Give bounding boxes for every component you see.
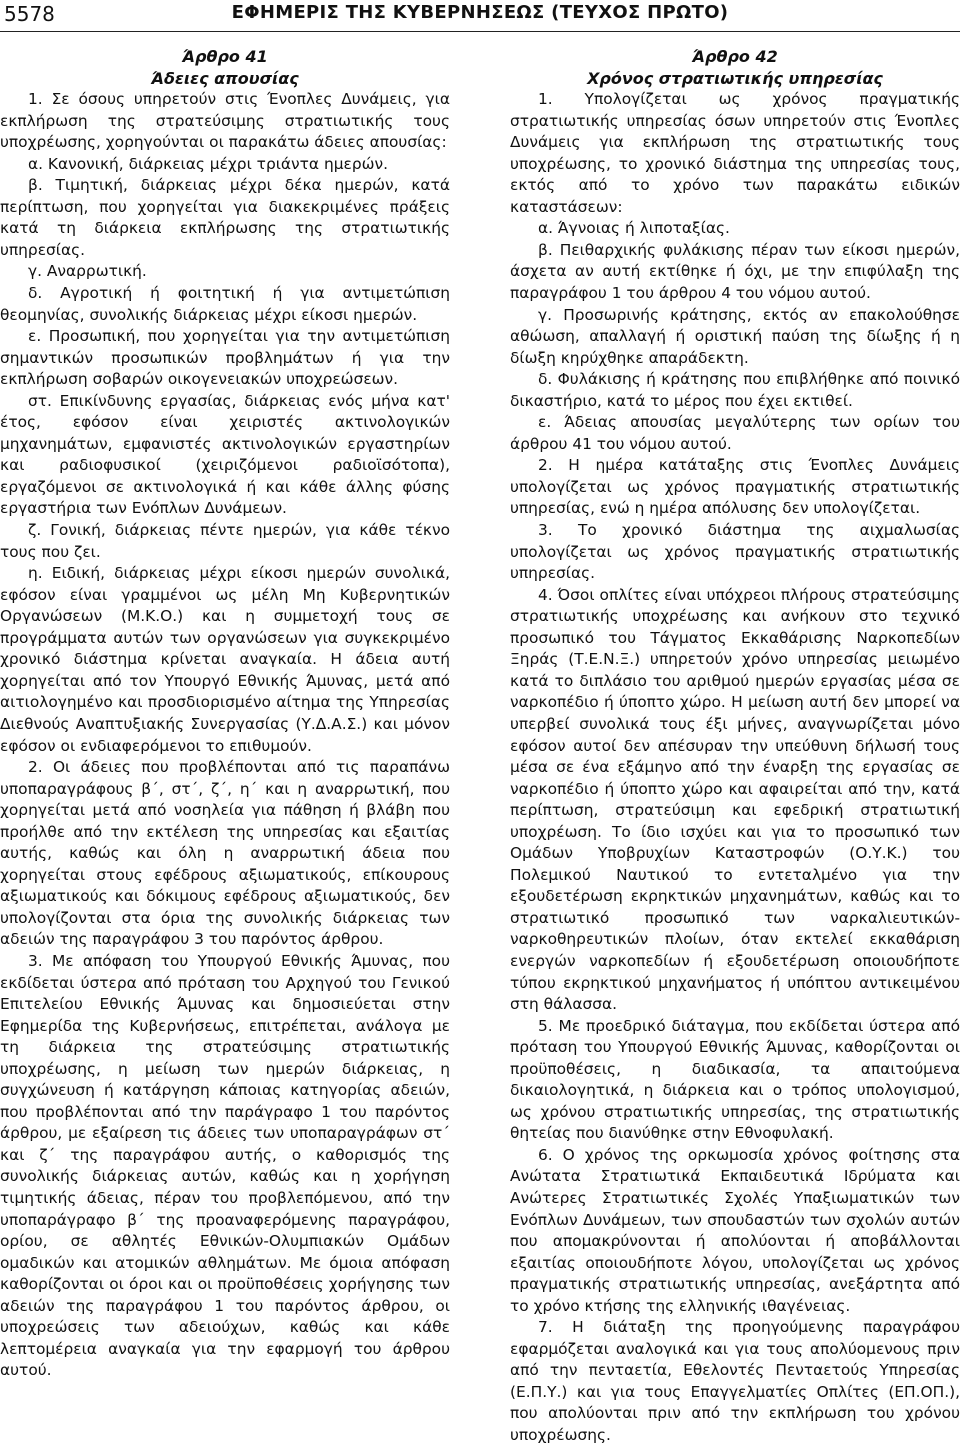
article-41-paragraph: γ. Αναρρωτική. (28, 262, 147, 281)
article-42-paragraph: β. Πειθαρχικής φυλάκισης πέραν των είκοσι ημερών, άσχετα αν αυτή εκτίθηκε ή όχι, με την επιφύλαξη της παραγράφου 1 του άρθρου 4 του νόμου αυτού. (510, 240, 960, 303)
left-column (0, 46, 450, 1382)
article-41-paragraph: 1. Σε όσους υπηρετούν στις Ένοπλες Δυνάμεις, για εκπλήρωση της στρατεύσιμης στρατιωτικής τους υποχρέωσης, χορηγούνται οι παρακάτω άδειες απουσίας: (0, 90, 450, 152)
page-header (0, 0, 960, 30)
article-42-paragraph: α. Άγνοιας ή λιποταξίας. (538, 219, 730, 238)
article-41-paragraph: η. Ειδική, διάρκειας μέχρι είκοσι ημερών συνολικά, εφόσον είναι γραμμένοι ως μέλη Μη Κυβερνητικών Οργανώσεων (Μ.Κ.Ο.) και η συμμετοχή τους σε προγράμματα αυτών των οργανώσεων για συγκεκριμένο χρονικό διάστημα κρίνεται αναγκαία. Η άδεια αυτή χορηγείται από τον Υπουργό Εθνικής Άμυνας, μετά από αιτιολογημένο και προσδιορισμένο αίτημα της Υπηρεσίας Διεθνούς Αναπτυξιακής Συνεργασίας (Υ.Δ.Α.Σ.) και μόνον εφόσον οι ενδιαφερόμενοι το επιθυμούν. (0, 564, 450, 755)
article-41-title: Άδειες απουσίας (151, 68, 299, 88)
article-42-paragraph: 1. Υπολογίζεται ως χρόνος πραγματικής στρατιωτικής υπηρεσίας όσων υπηρετούν στις Ένοπλες Δυνάμεις για εκπλήρωση της στρατιωτικής τους υποχρέωσης, το χρονικό διάστημα της υπηρεσίας τους, εκτός από το χρόνο των παρακάτω ειδικών καταστάσεων: (510, 90, 960, 216)
right-column (510, 46, 960, 1447)
article-42-paragraph: 6. Ο χρόνος της ορκωμοσία χρόνος φοίτησης στα Ανώτατα Στρατιωτικά Εκπαιδευτικά Ιδρύματα και Ανώτερες Στρατιωτικές Σχολές Υπαξιωματικών των Ενόπλων Δυνάμεων, των σπουδαστών των σχολών αυτών που απομακρύνονται ή απολύονται ή αποβάλλονται εξαιτίας οποιουδήποτε λόγου, υπολογίζεται ως χρόνος πραγματικής στρατιωτικής υπηρεσίας, ανεξάρτητα από το χρόνο κτήσης της ελληνικής ιθαγένειας. (510, 1145, 960, 1315)
article-42-paragraph: 4. Όσοι οπλίτες είναι υπόχρεοι πλήρους στρατεύσιμης στρατιωτικής υποχρέωσης και ανήκουν στο τεχνικό προσωπικό του Τάγματος Εκκαθάρισης Ναρκοπεδίων Ξηράς (Τ.Ε.Ν.Ξ.) υπηρετούν χρόνο υπηρεσίας μειωμένο κατά το διπλάσιο του αριθμού ημερών εργασίας μέσα σε ναρκοπέδιο ή ύποπτο χώρο. Η μείωση αυτή δεν μπορεί να υπερβεί συνολικά τους έξι μήνες, αναγνωρίζεται μόνο εφόσον αυτοί δεν απέσυραν την υπεύθυνη δήλωσή τους μέσα σε ένα εξάμηνο από την έναρξη της εργασίας σε ναρκοπέδιο ή ύποπτο χώρο και αφαιρείται από την, κατά περίπτωση, στρατεύσιμη και εφεδρική στρατιωτική υποχρέωση. Το ίδιο ισχύει και για το προσωπικό των Ομάδων Υποβρυχίων Καταστροφών (Ο.Υ.Κ.) του Πολεμικού Ναυτικού το εντεταλμένο για την εξουδετέρωση εκρηκτικών μηχανημάτων, καθώς και το στρατιωτικό προσωπικό των ναρκαλιευτικών-ναρκοθηρευτικών πλοίων, όταν εκτελεί εκκαθάριση ενεργών ναρκοπεδίων ή εξουδετέρωση οποιουδήποτε τύπου εκρηκτικού μηχανήματος ή υπόπτου αντικειμένου στη θάλασσα. (510, 585, 960, 1014)
article-42-paragraph: ε. Άδειας απουσίας μεγαλύτερης των ορίων του άρθρου 41 του νόμου αυτού. (510, 413, 960, 453)
running-title: ΕΦΗΜΕΡΙΣ ΤΗΣ ΚΥΒΕΡΝΗΣΕΩΣ (ΤΕΥΧΟΣ ΠΡΩΤΟ) (231, 2, 729, 23)
article-42-paragraph: 7. Η διάταξη της προηγούμενης παραγράφου εφαρμόζεται αναλογικά και για τους απολύομενους πριν από την πενταετία, Εθελοντές Πενταετούς Υπηρεσίας (Ε.Π.Υ.) και για τους Επαγγελματίες Οπλίτες (ΕΠ.ΟΠ.), που απολύονται πριν από την εκπλήρωση του χρόνου υποχρέωσης. (510, 1318, 960, 1444)
article-42-paragraph: δ. Φυλάκισης ή κράτησης που επιβλήθηκε από ποινικό δικαστήριο, κατά το μέρος που έχει εκτιθεί. (510, 370, 960, 410)
page-number: 5578 (4, 2, 55, 26)
article-41-paragraph: 2. Οι άδειες που προβλέπονται από τις παραπάνω υποπαραγράφους β΄, στ΄, ζ΄, η΄ και η αναρρωτική, που χορηγείται μετά από νοσηλεία για πάθηση ή βλάβη που προήλθε από την εκτέλεση της υπηρεσίας και εξαιτίας αυτής, καθώς και όλη η αναρρωτική άδεια που χορηγείται στους εφέδρους αξιωματικούς, επίκουρους αξιωματικούς και δόκιμους εφέδρους αξιωματικούς, δεν υπολογίζονται στα όρια της συνολικής διάρκειας των αδειών της παραγράφου 3 του παρόντος άρθρου. (0, 758, 450, 949)
article-41-number: Άρθρο 41 (182, 47, 268, 66)
article-41-paragraph: ε. Προσωπική, που χορηγείται για την αντιμετώπιση σημαντικών προσωπικών προβλημάτων ή για την εκπλήρωση σοβαρών οικογενειακών υποχρεώσεων. (0, 327, 450, 389)
article-42-number: Άρθρο 42 (692, 47, 778, 66)
header-rule (0, 31, 960, 32)
article-41-paragraph: α. Κανονική, διάρκειας μέχρι τριάντα ημερών. (28, 154, 388, 173)
article-41-paragraph: ζ. Γονική, διάρκειας πέντε ημερών, για κάθε τέκνο τους που ζει. (0, 521, 450, 561)
article-42-paragraph: 2. Η ημέρα κατάταξης στις Ένοπλες Δυνάμεις υπολογίζεται ως χρόνος πραγματικής στρατιωτικής υπηρεσίας, ενώ η ημέρα απόλυσης δεν υπολογίζεται. (510, 456, 960, 518)
article-41-paragraph: 3. Με απόφαση του Υπουργού Εθνικής Άμυνας, που εκδίδεται ύστερα από πρόταση του Αρχηγού του Γενικού Επιτελείου Εθνικής Άμυνας και δημοσιεύεται στην Εφημερίδα της Κυβερνήσεως, επιτρέπεται, ανάλογα με τη διάρκεια της στρατεύσιμης στρατιωτικής υποχρέωσης, η μείωση των ημερών διάρκειας, η συγχώνευση ή κατάργηση κάποιας κατηγορίας αδειών, που προβλέπονται από την παράγραφο 1 του παρόντος άρθρου, με εξαίρεση τις άδειες των υποπαραγράφων στ΄ και ζ΄ της παραγράφου αυτής, ο καθορισμός της συνολικής διάρκειας αυτών, καθώς και η χορήγηση τιμητικής άδειας, πέραν του προβλεπόμενου, από την υποπαράγραφο β΄ της προαναφερόμενης παραγράφου, ορίου, σε αθλητές Εθνικών-Ολυμπιακών Ομάδων ομαδικών και ατομικών αθλημάτων. Με όμοια απόφαση καθορίζονται οι όροι και οι προϋποθέσεις χορήγησης των αδειών της παραγράφου 1 του παρόντος άρθρου, οι υποχρεώσεις των αδειούχων, καθώς και κάθε λεπτομέρεια αναγκαία για την εφαρμογή του άρθρου αυτού. (0, 951, 450, 1380)
article-41-paragraph: στ. Επικίνδυνης εργασίας, διάρκειας ενός μήνα κατ' έτος, εφόσον είναι χειριστές ακτινολογικών μηχανημάτων, εμφανιστές ακτινολογικών εργαστηρίων και ραδιοφυσικοί (χειριζόμενοι ραδιοϊσότοπα), εργαζόμενοι σε ακτινολογικά ή και κάθε άλλης φύσης εργαστήρια των Ενόπλων Δυνάμεων. (0, 391, 450, 518)
article-42-paragraph: 3. Το χρονικό διάστημα της αιχμαλωσίας υπολογίζεται ως χρόνος πραγματικής στρατιωτικής υπηρεσίας. (510, 521, 960, 583)
article-42-title: Χρόνος στρατιωτικής υπηρεσίας (587, 68, 883, 88)
article-42-paragraph: γ. Προσωρινής κράτησης, εκτός αν επακολούθησε αθώωση, απαλλαγή ή οριστική παύση της δίωξης ή η δίωξη κηρύχθηκε απαράδεκτη. (510, 305, 960, 367)
article-41-paragraph: β. Τιμητική, διάρκειας μέχρι δέκα ημερών, κατά περίπτωση, που χορηγείται για διακεκριμένες πράξεις κατά τη διάρκεια εκπλήρωσης της στρατιωτικής υπηρεσίας. (0, 176, 450, 259)
article-42-paragraph: 5. Με προεδρικό διάταγμα, που εκδίδεται ύστερα από πρόταση του Υπουργού Εθνικής Άμυνας, καθορίζονται οι προϋποθέσεις, η διαδικασία, τα απαιτούμενα δικαιολογητικά, η διάρκεια και ο τρόπος υπολογισμού, ως χρόνου στρατιωτικής υπηρεσίας, της στρατιωτικής θητείας που διανύθηκε στην Εθνοφυλακή. (510, 1016, 960, 1143)
article-41-paragraph: δ. Αγροτική ή φοιτητική ή για αντιμετώπιση θεομηνίας, συνολικής διάρκειας μέχρι είκοσι ημερών. (0, 284, 450, 324)
